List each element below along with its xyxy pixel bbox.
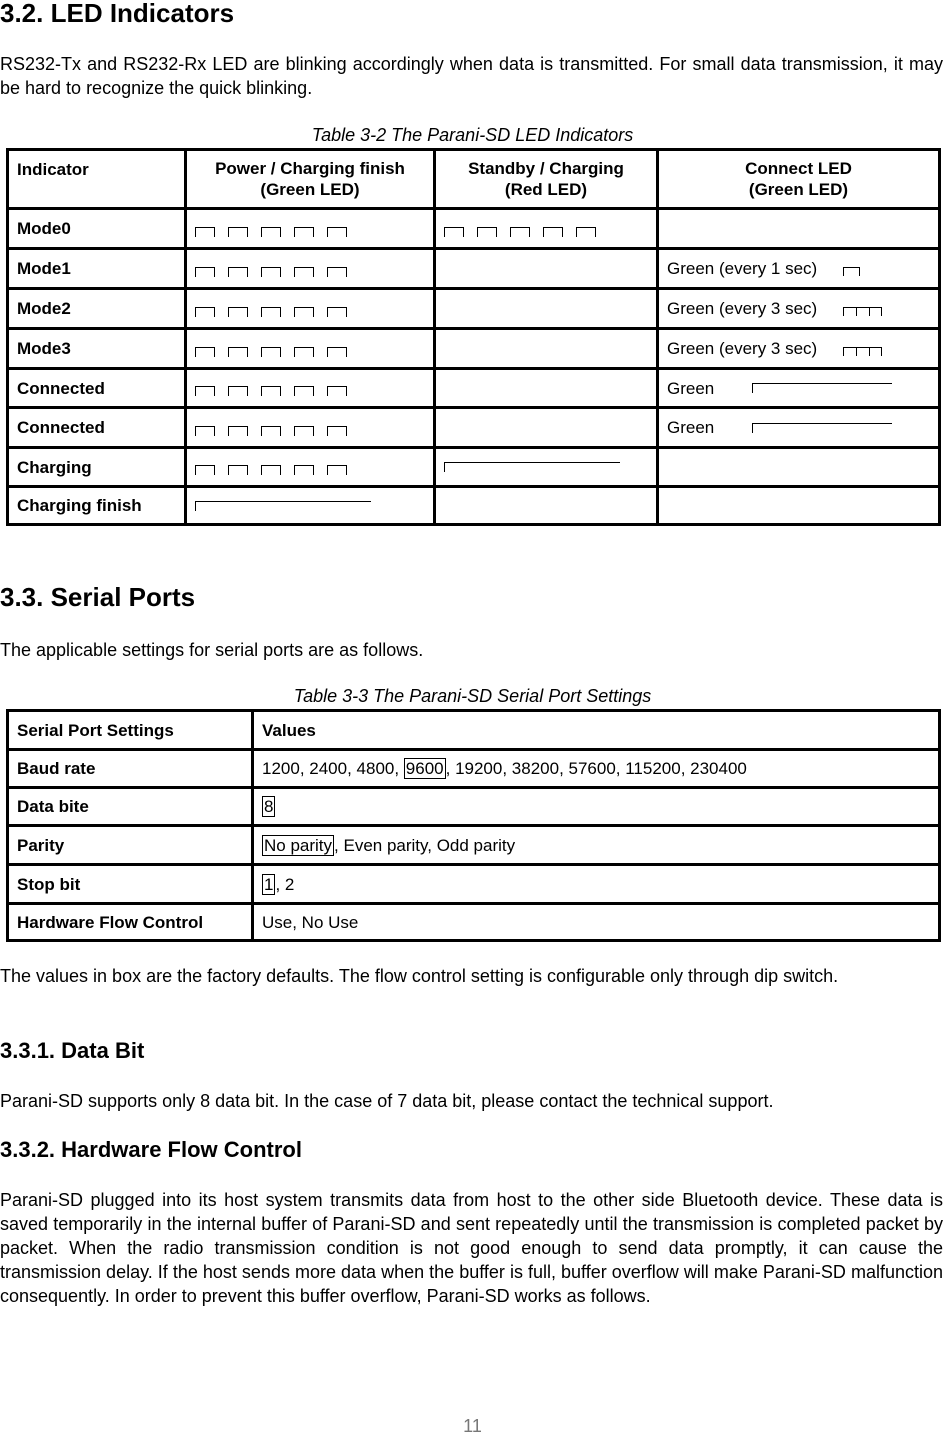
serial-intro-paragraph: The applicable settings for serial ports are as follows.	[0, 640, 424, 660]
row-label: Mode1	[8, 249, 186, 289]
solid-on-icon	[752, 383, 892, 393]
default-value-box: 9600	[405, 759, 444, 778]
col-header-power: Power / Charging finish (Green LED)	[186, 150, 435, 209]
power-led-blinking	[186, 329, 435, 369]
connect-led-cell: Green (every 1 sec)	[658, 249, 940, 289]
row-label: Hardware Flow Control	[8, 904, 253, 941]
row-label: Connected	[8, 369, 186, 408]
row-label: Mode2	[8, 289, 186, 329]
connect-led-cell: Green (every 3 sec)	[658, 289, 940, 329]
table-caption-led: Table 3-2 The Parani-SD LED Indicators	[311, 125, 634, 145]
solid-on-icon	[752, 423, 892, 433]
row-label: Mode3	[8, 329, 186, 369]
table-row	[8, 750, 940, 788]
standby-led-off	[435, 487, 658, 525]
connect-led-off	[658, 487, 940, 525]
power-led-solid	[186, 487, 435, 525]
data-bit-values	[253, 788, 940, 826]
section-title-led-indicators: 3.2. LED Indicators	[0, 0, 235, 28]
standby-led-off	[435, 369, 658, 408]
default-value-box: 1	[264, 874, 274, 894]
row-label: Charging	[8, 448, 186, 487]
section-title-hardware-flow-control: 3.3.2. Hardware Flow Control	[0, 1137, 302, 1162]
row-label: Mode0	[8, 209, 186, 249]
factory-defaults-paragraph: The values in box are the factory defaults. The flow control setting is configurable only through dip switch.	[0, 966, 839, 986]
col-header-values: Values	[253, 711, 940, 750]
standby-led-blinking	[435, 209, 658, 249]
col-header-connect: Connect LED (Green LED)	[658, 150, 940, 209]
table-row	[8, 329, 940, 369]
table-row	[8, 487, 940, 525]
connect-led-off	[658, 448, 940, 487]
row-label: Parity	[8, 826, 253, 865]
power-led-blinking	[186, 369, 435, 408]
table-row	[8, 249, 940, 289]
table-header-row	[8, 150, 940, 209]
parity-values: No parity , Even parity, Odd parity	[253, 826, 940, 865]
table-row	[8, 865, 940, 904]
pulse-icon	[843, 342, 882, 356]
stop-bit-values: 1 , 2	[253, 865, 940, 904]
default-value-box: 8	[264, 797, 274, 816]
table-row	[8, 904, 940, 941]
pulse-icon	[843, 262, 860, 276]
table-row	[8, 408, 940, 448]
page-number: 11	[463, 1416, 482, 1436]
standby-led-off	[435, 408, 658, 448]
table-row	[8, 209, 940, 249]
row-label: Charging finish	[8, 487, 186, 525]
standby-led-solid	[435, 448, 658, 487]
power-led-blinking	[186, 289, 435, 329]
table-row	[8, 289, 940, 329]
table-row	[8, 826, 940, 865]
table-row	[8, 448, 940, 487]
table-row	[8, 788, 940, 826]
power-led-blinking	[186, 448, 435, 487]
serial-port-table	[6, 709, 941, 942]
col-header-standby: Standby / Charging (Red LED)	[435, 150, 658, 209]
connect-led-cell: Green (every 3 sec)	[658, 329, 940, 369]
table-row	[8, 369, 940, 408]
row-label: Stop bit	[8, 865, 253, 904]
section-title-serial-ports: 3.3. Serial Ports	[0, 582, 196, 612]
power-led-blinking	[186, 209, 435, 249]
table-header-row	[8, 711, 940, 750]
led-intro-paragraph: RS232-Tx and RS232-Rx LED are blinking accordingly when data is transmitted. For small data transmission, it may be hard to recognize the quick blinking.	[0, 54, 943, 98]
section-title-data-bit: 3.3.1. Data Bit	[0, 1038, 145, 1063]
led-indicator-table	[6, 148, 941, 526]
connect-led-cell: Green	[658, 369, 940, 408]
row-label: Baud rate	[8, 750, 253, 788]
power-led-blinking	[186, 249, 435, 289]
row-label: Connected	[8, 408, 186, 448]
standby-led-off	[435, 289, 658, 329]
standby-led-off	[435, 249, 658, 289]
power-led-blinking	[186, 408, 435, 448]
baud-rate-values: 1200, 2400, 4800, 9600 , 19200, 38200, 57600, 115200, 230400	[253, 750, 940, 788]
pulse-icon	[843, 302, 882, 316]
table-caption-serial: Table 3-3 The Parani-SD Serial Port Settings	[293, 686, 652, 706]
connect-led-cell: Green	[658, 408, 940, 448]
data-bit-paragraph: Parani-SD supports only 8 data bit. In the case of 7 data bit, please contact the technical support.	[0, 1091, 774, 1111]
flow-control-values: Use, No Use	[253, 904, 940, 941]
standby-led-off	[435, 329, 658, 369]
connect-led-off	[658, 209, 940, 249]
hardware-flow-paragraph: Parani-SD plugged into its host system transmits data from host to the other side Bluetooth device. These data is saved temporarily in the internal buffer of Parani-SD and sent repeatedly until the transmission is completed packet by packet. When the radio transmission condition is not good enough to send data promptly, it can cause the transmission delay. If the host sends more data when the buffer is full, buffer overflow will make Parani-SD malfunction consequently. In order to prevent this buffer overflow, Parani-SD works as follows.	[0, 1190, 943, 1306]
default-value-box: No parity	[264, 835, 333, 855]
col-header-setting: Serial Port Settings	[8, 711, 253, 750]
col-header-indicator: Indicator	[8, 150, 186, 209]
row-label: Data bite	[8, 788, 253, 826]
